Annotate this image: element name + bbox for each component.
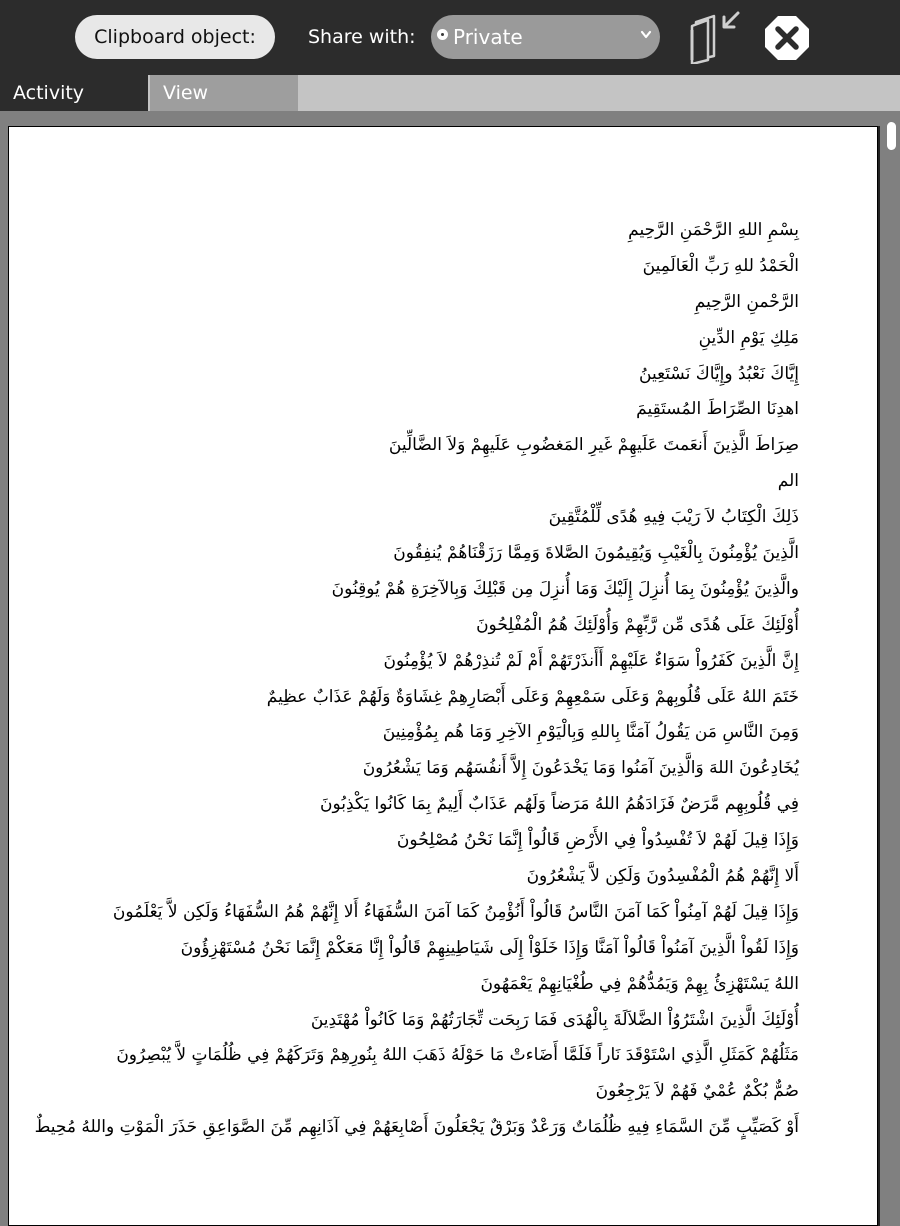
tab-activity[interactable]: Activity (0, 75, 148, 111)
verse-line: اهدِنَا الصِّرَاطَ المُستَقِيمَ (636, 399, 799, 420)
radio-dot-icon (437, 29, 448, 40)
verse-list (9, 213, 799, 1146)
verse-line: أَلا إِنَّهُمْ هُمُ الْمُفْسِدُونَ وَلَكِن لاَّ يَشْعُرُونَ (526, 866, 799, 887)
verse-line: وَإِذَا قِيلَ لَهُمْ لاَ تُفْسِدُواْ فِي الأَرْضِ قَالُواْ إِنَّمَا نَحْنُ مُصْلِحُونَ (396, 830, 799, 851)
share-with-select[interactable] (431, 15, 660, 59)
verse-line: الَّذِينَ يُؤْمِنُونَ بِالْغَيْبِ وَيُقِيمُونَ الصَّلاةَ وَمِمَّا رَزَقْنَاهُمْ يُنفِقُونَ (393, 543, 799, 564)
verse-line: فِي قُلُوبِهِم مَّرَضٌ فَزَادَهُمُ اللهُ مَرَضاً وَلَهُم عَذَابٌ أَلِيمٌ بِمَا كَانُوا يَكْذِبُونَ (320, 794, 799, 815)
share-with-value: Private (453, 25, 523, 49)
verse-line: مَثَلُهُمْ كَمَثَلِ الَّذِي اسْتَوْقَدَ نَاراً فَلَمَّا أَضَاءتْ مَا حَوْلَهُ ذَهَبَ اللهُ بِنُورِهِمْ وَتَرَكَهُمْ فِي ظُلُمَاتٍ لاَّ يُبْصِرُونَ (116, 1045, 799, 1066)
document-page (8, 126, 878, 1226)
tab-bar (0, 75, 900, 111)
verse-line: الْحَمْدُ للهِ رَبِّ الْعَالَمِينَ (642, 255, 799, 276)
chevron-down-icon (640, 27, 652, 43)
verse-line: بِسْمِ اللهِ الرَّحْمَنِ الرَّحِيمِ (628, 220, 799, 240)
verse-line: إِيَّاكَ نَعْبُدُ وإِيَّاكَ نَسْتَعِينُ (639, 363, 799, 384)
share-with-label: Share with: (308, 26, 416, 48)
verse-line: صُمٌّ بُكْمٌ عُمْيٌ فَهُمْ لاَ يَرْجِعُونَ (595, 1081, 799, 1102)
verse-line: أَوْ كَصَيِّبٍ مِّنَ السَّمَاءِ فِيهِ ظُلُمَاتٌ وَرَعْدٌ وَبَرْقٌ يَجْعَلُونَ أَصْابِعَهُمْ فِي آذَانِهِم مِّنَ الصَّوَاعِقِ حَذَرَ الْمَوْتِ واللهُ مُحِيطٌ (34, 1117, 799, 1138)
tab-view[interactable]: View (150, 75, 298, 111)
vertical-scrollbar[interactable] (885, 120, 897, 1200)
verse-line: وَإِذَا قِيلَ لَهُمْ آمِنُواْ كَمَا آمَنَ النَّاسُ قَالُواْ أَنُؤْمِنُ كَمَا آمَنَ السُّفَهَاءُ أَلا إِنَّهُمْ هُمُ السُّفَهَاءُ وَلَكِن لاَّ يَعْلَمُونَ (112, 901, 799, 922)
verse-line: والَّذِينَ يُؤْمِنُونَ بِمَا أُنزِلَ إِلَيْكَ وَمَا أُنزِلَ مِن قَبْلِكَ وَبِالآخِرَةِ هُمْ يُوقِنُونَ (331, 578, 799, 599)
clipboard-object-button[interactable]: Clipboard object: (75, 15, 275, 59)
document-viewport[interactable] (0, 120, 900, 1200)
verse-line: أُوْلَئِكَ الَّذِينَ اشْتَرُوُاْ الضَّلاَلَةَ بِالْهُدَى فَمَا رَبِحَت تِّجَارَتُهُمْ وَمَا كَانُواْ مُهْتَدِينَ (310, 1009, 799, 1030)
resume-journal-icon[interactable] (686, 10, 742, 64)
verse-line: إِنَّ الَّذِينَ كَفَرُواْ سَوَاءٌ عَلَيْهِمْ أَأَنذَرْتَهُمْ أَمْ لَمْ تُنذِرْهُمْ لاَ يُؤْمِنُونَ (383, 650, 799, 671)
verse-line: الم (777, 471, 799, 492)
scrollbar-thumb[interactable] (887, 122, 896, 150)
top-toolbar (0, 0, 900, 75)
verse-line: صِرَاطَ الَّذِينَ أَنعَمتَ عَلَيهِمْ غَيرِ المَغضُوبِ عَلَيهِمْ وَلاَ الضَّالِّينَ (388, 435, 799, 456)
verse-line: الرَّحْمنِ الرَّحِيمِ (694, 291, 799, 312)
verse-line: ذَلِكَ الْكِتَابُ لاَ رَيْبَ فِيهِ هُدًى لِّلْمُتَّقِينَ (548, 507, 799, 528)
verse-line: يُخَادِعُونَ اللهَ وَالَّذِينَ آمَنُوا وَمَا يَخْدَعُونَ إِلاَّ أَنفُسَهُم وَمَا يَشْعُرُونَ (362, 758, 799, 779)
verse-line: أُوْلَئِكَ عَلَى هُدًى مِّن رَّبِّهِمْ وَأُوْلَئِكَ هُمُ الْمُفْلِحُونَ (476, 614, 799, 635)
verse-line: وَإِذَا لَقُواْ الَّذِينَ آمَنُواْ قَالُواْ آمَنَّا وَإِذَا خَلَوْاْ إِلَى شَيَاطِينِهِمْ قَالُواْ إِنَّا مَعَكْمْ إِنَّمَا نَحْنُ مُسْتَهْزِؤُونَ (180, 937, 799, 958)
close-icon[interactable] (764, 15, 810, 61)
verse-line: وَمِنَ النَّاسِ مَن يَقُولُ آمَنَّا بِاللهِ وَبِالْيَوْمِ الآخِرِ وَمَا هُم بِمُؤْمِنِينَ (382, 722, 799, 743)
verse-line: اللهُ يَسْتَهْزِئُ بِهِمْ وَيَمُدُّهُمْ فِي طُغْيَانِهِمْ يَعْمَهُونَ (480, 973, 799, 994)
verse-line: مَلِكِ يَوْمِ الدِّينِ (698, 327, 799, 348)
verse-line: خَتَمَ اللهُ عَلَى قُلُوبِهمْ وَعَلَى سَمْعِهِمْ وَعَلَى أَبْصَارِهِمْ غِشَاوَةٌ وَلَهُمْ عَذَابٌ عظِيمٌ (266, 686, 799, 707)
